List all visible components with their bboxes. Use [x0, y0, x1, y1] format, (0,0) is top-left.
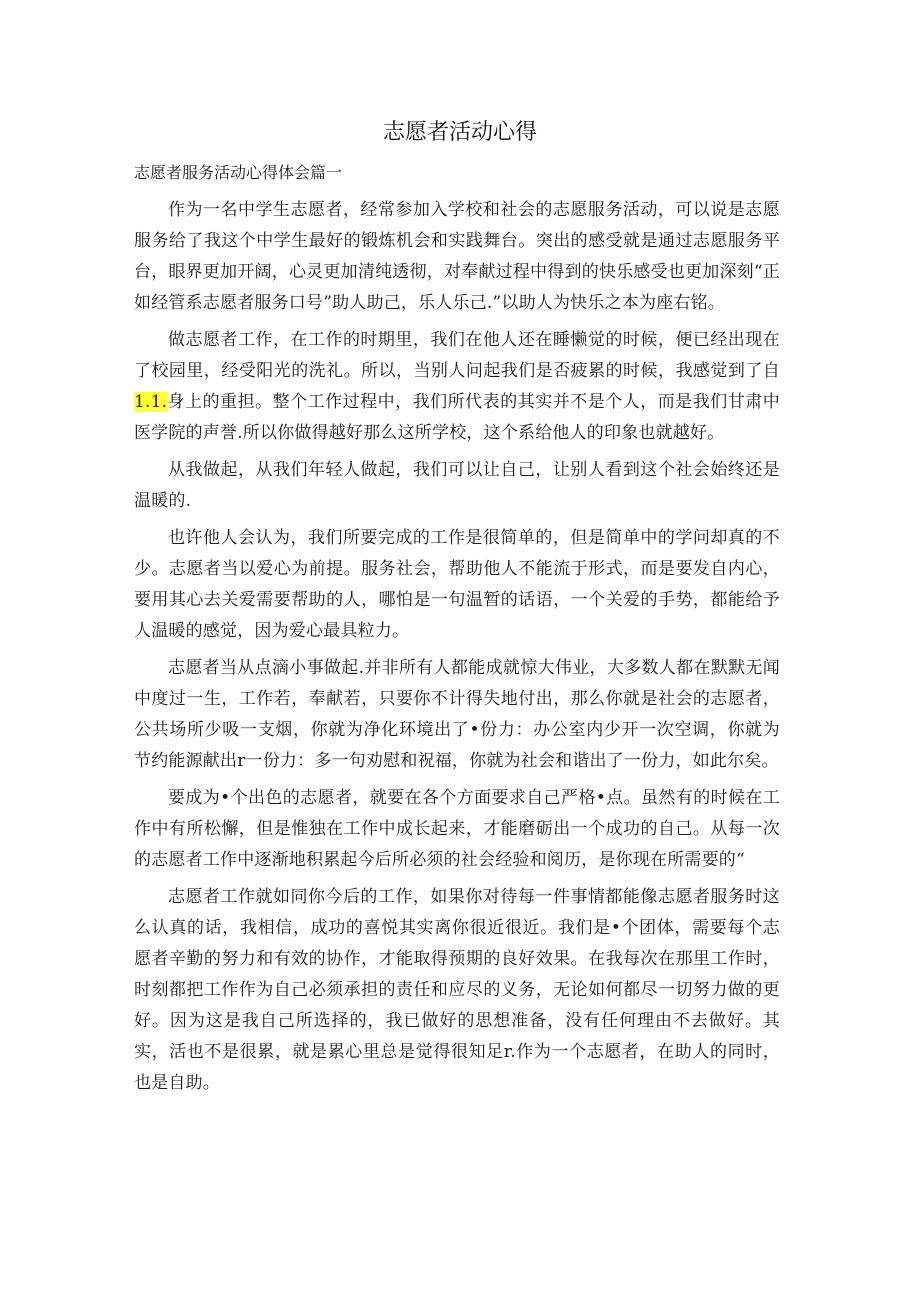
page-title: 志愿者活动心得 [382, 120, 537, 145]
paragraph-3: 从我做起，从我们年轻人做起，我们可以让自己，让别人看到这个社会始终还是温暖的. [134, 460, 780, 511]
paragraph-1: 作为一名中学生志愿者，经常参加入学校和社会的志愿服务活动，可以说是志愿服务给了我这个中学生最好的锻炼机会和实践舞台。突出的感受就是通过志愿服务平台，眼界更加开阔，心灵更加清纯透彻，对奉献过程中得到的快乐感受也更加深刻“正如经管系志愿者服务口号”助人助己，乐人乐己.”以助人为快乐之本为座右铭。 [134, 200, 780, 313]
paragraph-2-text-before: 做志愿者工作，在工作的时期里，我们在他人还在睡懒觉的时候，便已经出现在了校园里，经受阳光的洗礼。所以，当别人问起我们是否疲累的时候，我感觉到了自 [134, 330, 780, 381]
document-body [134, 195, 780, 1105]
paragraph-2 [134, 325, 780, 449]
paragraph-6: 要成为•个出色的志愿者，就要在各个方面要求自己严格•点。虽然有的时候在工作中有所松懈，但是惟独在工作中成长起来，才能磨砺出一个成功的自己。从每一次的志愿者工作中逐渐地积累起今后所必须的社会经验和阅历，是你现在所需要的“ [134, 788, 780, 870]
paragraph-5: 志愿者当从点滴小事做起.并非所有人都能成就惊大伟业，大多数人都在默默无闻中度过一生，工作若，奉献若，只要你不计得失地付出，那么你就是社会的志愿者，公共场所少吸一支烟，你就为净化环境出了•份力：办公室内少开一次空调，你就为节约能源献出r一份力：多一句劝慰和祝福，你就为社会和谐出了一份力，如此尔矣。 [134, 658, 780, 771]
paragraph-4: 也许他人会认为，我们所要完成的工作是很简单的，但是简单中的学问却真的不少。志愿者当以爱心为前提。服务社会，帮助他人不能流于形式，而是要发自内心，要用其心去关爱需要帮助的人，哪怕是一句温暂的话语，一个关爱的手势，都能给予人温暖的感觉，因为爱心最具粒力。 [134, 528, 780, 641]
paragraph-7: 志愿者工作就如同你今后的工作，如果你对待每一件事情都能像志愿者服务时这么认真的话，我相信，成功的喜悦其实离你很近很近。我们是•个团体，需要每个志愿者辛勤的努力和有效的协作，才能取得预期的良好效果。在我每次在那里工作时，时刻都把工作作为自己必须承担的责任和应尽的义务，无论如何都尽一切努力做的更好。因为这是我自己所选择的，我已做好的思想准备，没有任何理由不去做好。其实，活也不是很累，就是累心里总是觉得很知足r.作为一个志愿者，在助人的同时，也是自助。 [134, 887, 780, 1093]
paragraph-2-text-after: 身上的重担。整个工作过程中，我们所代表的其实并不是个人，而是我们甘肃中医学院的声誉.所以你做得越好那么这所学校，这个系给他人的印象也就越好。 [134, 392, 780, 443]
section-subtitle: 志愿者服务活动心得体会篇一 [134, 163, 343, 182]
highlighted-text: 1.1. [134, 392, 168, 412]
